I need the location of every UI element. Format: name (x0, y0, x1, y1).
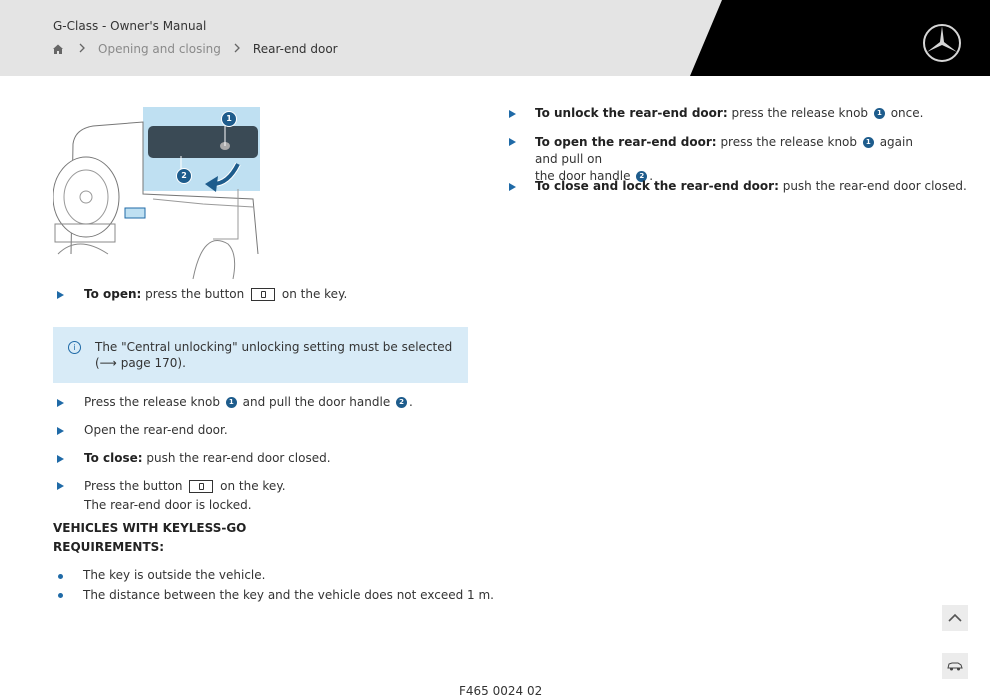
callout-1: 1 (221, 111, 237, 127)
chevron-up-icon (947, 613, 963, 623)
bullet-dot (58, 574, 63, 579)
mercedes-star-icon (922, 23, 962, 66)
requirement-item: The distance between the key and the vehicle does not exceed 1 m. (83, 588, 494, 602)
step-result: The rear-end door is locked. (84, 498, 252, 512)
key-lock-button-icon (189, 480, 213, 493)
step-open-door: Open the rear-end door. (84, 423, 228, 437)
breadcrumb-link-opening-closing[interactable]: Opening and closing (98, 42, 221, 56)
callout-2: 2 (176, 168, 192, 184)
to-open-instruction: To open: press the button on the key. (84, 287, 348, 301)
home-icon[interactable] (52, 43, 64, 55)
callout-1: 1 (874, 108, 885, 119)
bullet-dot (58, 593, 63, 598)
step-arrow-icon (57, 455, 64, 463)
callout-2: 2 (636, 171, 647, 182)
close-lock-instruction: To close and lock the rear-end door: push the rear-end door closed. (535, 179, 967, 193)
callout-1: 1 (226, 397, 237, 408)
key-unlock-button-icon (251, 288, 275, 301)
vehicle-view-button[interactable] (942, 653, 968, 679)
step-arrow-icon (57, 291, 64, 299)
info-line-1: The "Central unlocking" unlocking setting must be selected (95, 340, 453, 354)
step-arrow-icon (509, 138, 516, 146)
callout-2: 2 (396, 397, 407, 408)
step-arrow-icon (57, 427, 64, 435)
open-door-instruction: To open the rear-end door: press the release knob 1 again and pull on the door handle 2 . (535, 135, 913, 183)
breadcrumb-current: Rear-end door (252, 42, 338, 56)
figure-code: F465 0024 02 (459, 684, 543, 698)
keyless-go-heading: VEHICLES WITH KEYLESS-GO (53, 521, 247, 535)
chevron-right-icon (78, 42, 86, 56)
callout-1: 1 (863, 137, 874, 148)
to-close-instruction: To close: push the rear-end door closed. (84, 451, 331, 465)
info-page-link[interactable]: (⟶ page 170). (95, 356, 186, 370)
step-arrow-icon (509, 183, 516, 191)
step-arrow-icon (509, 110, 516, 118)
unlock-instruction: To unlock the rear-end door: press the release knob 1 once. (535, 106, 924, 120)
step-arrow-icon (57, 482, 64, 490)
scroll-to-top-button[interactable] (942, 605, 968, 631)
chevron-right-icon (233, 42, 241, 56)
info-icon: i (68, 341, 81, 354)
step-release-knob: Press the release knob 1 and pull the door handle 2 . (84, 395, 413, 409)
requirement-item: The key is outside the vehicle. (83, 568, 266, 582)
info-box (53, 327, 468, 383)
rear-door-illustration (53, 104, 263, 279)
header-bar (0, 0, 990, 76)
vehicle-icon (947, 660, 963, 672)
app-title: G-Class - Owner's Manual (53, 19, 207, 33)
step-lock-key: Press the button on the key. The rear-end door is locked. (84, 479, 286, 512)
breadcrumb (52, 42, 346, 56)
requirements-heading: REQUIREMENTS: (53, 540, 165, 554)
step-arrow-icon (57, 399, 64, 407)
